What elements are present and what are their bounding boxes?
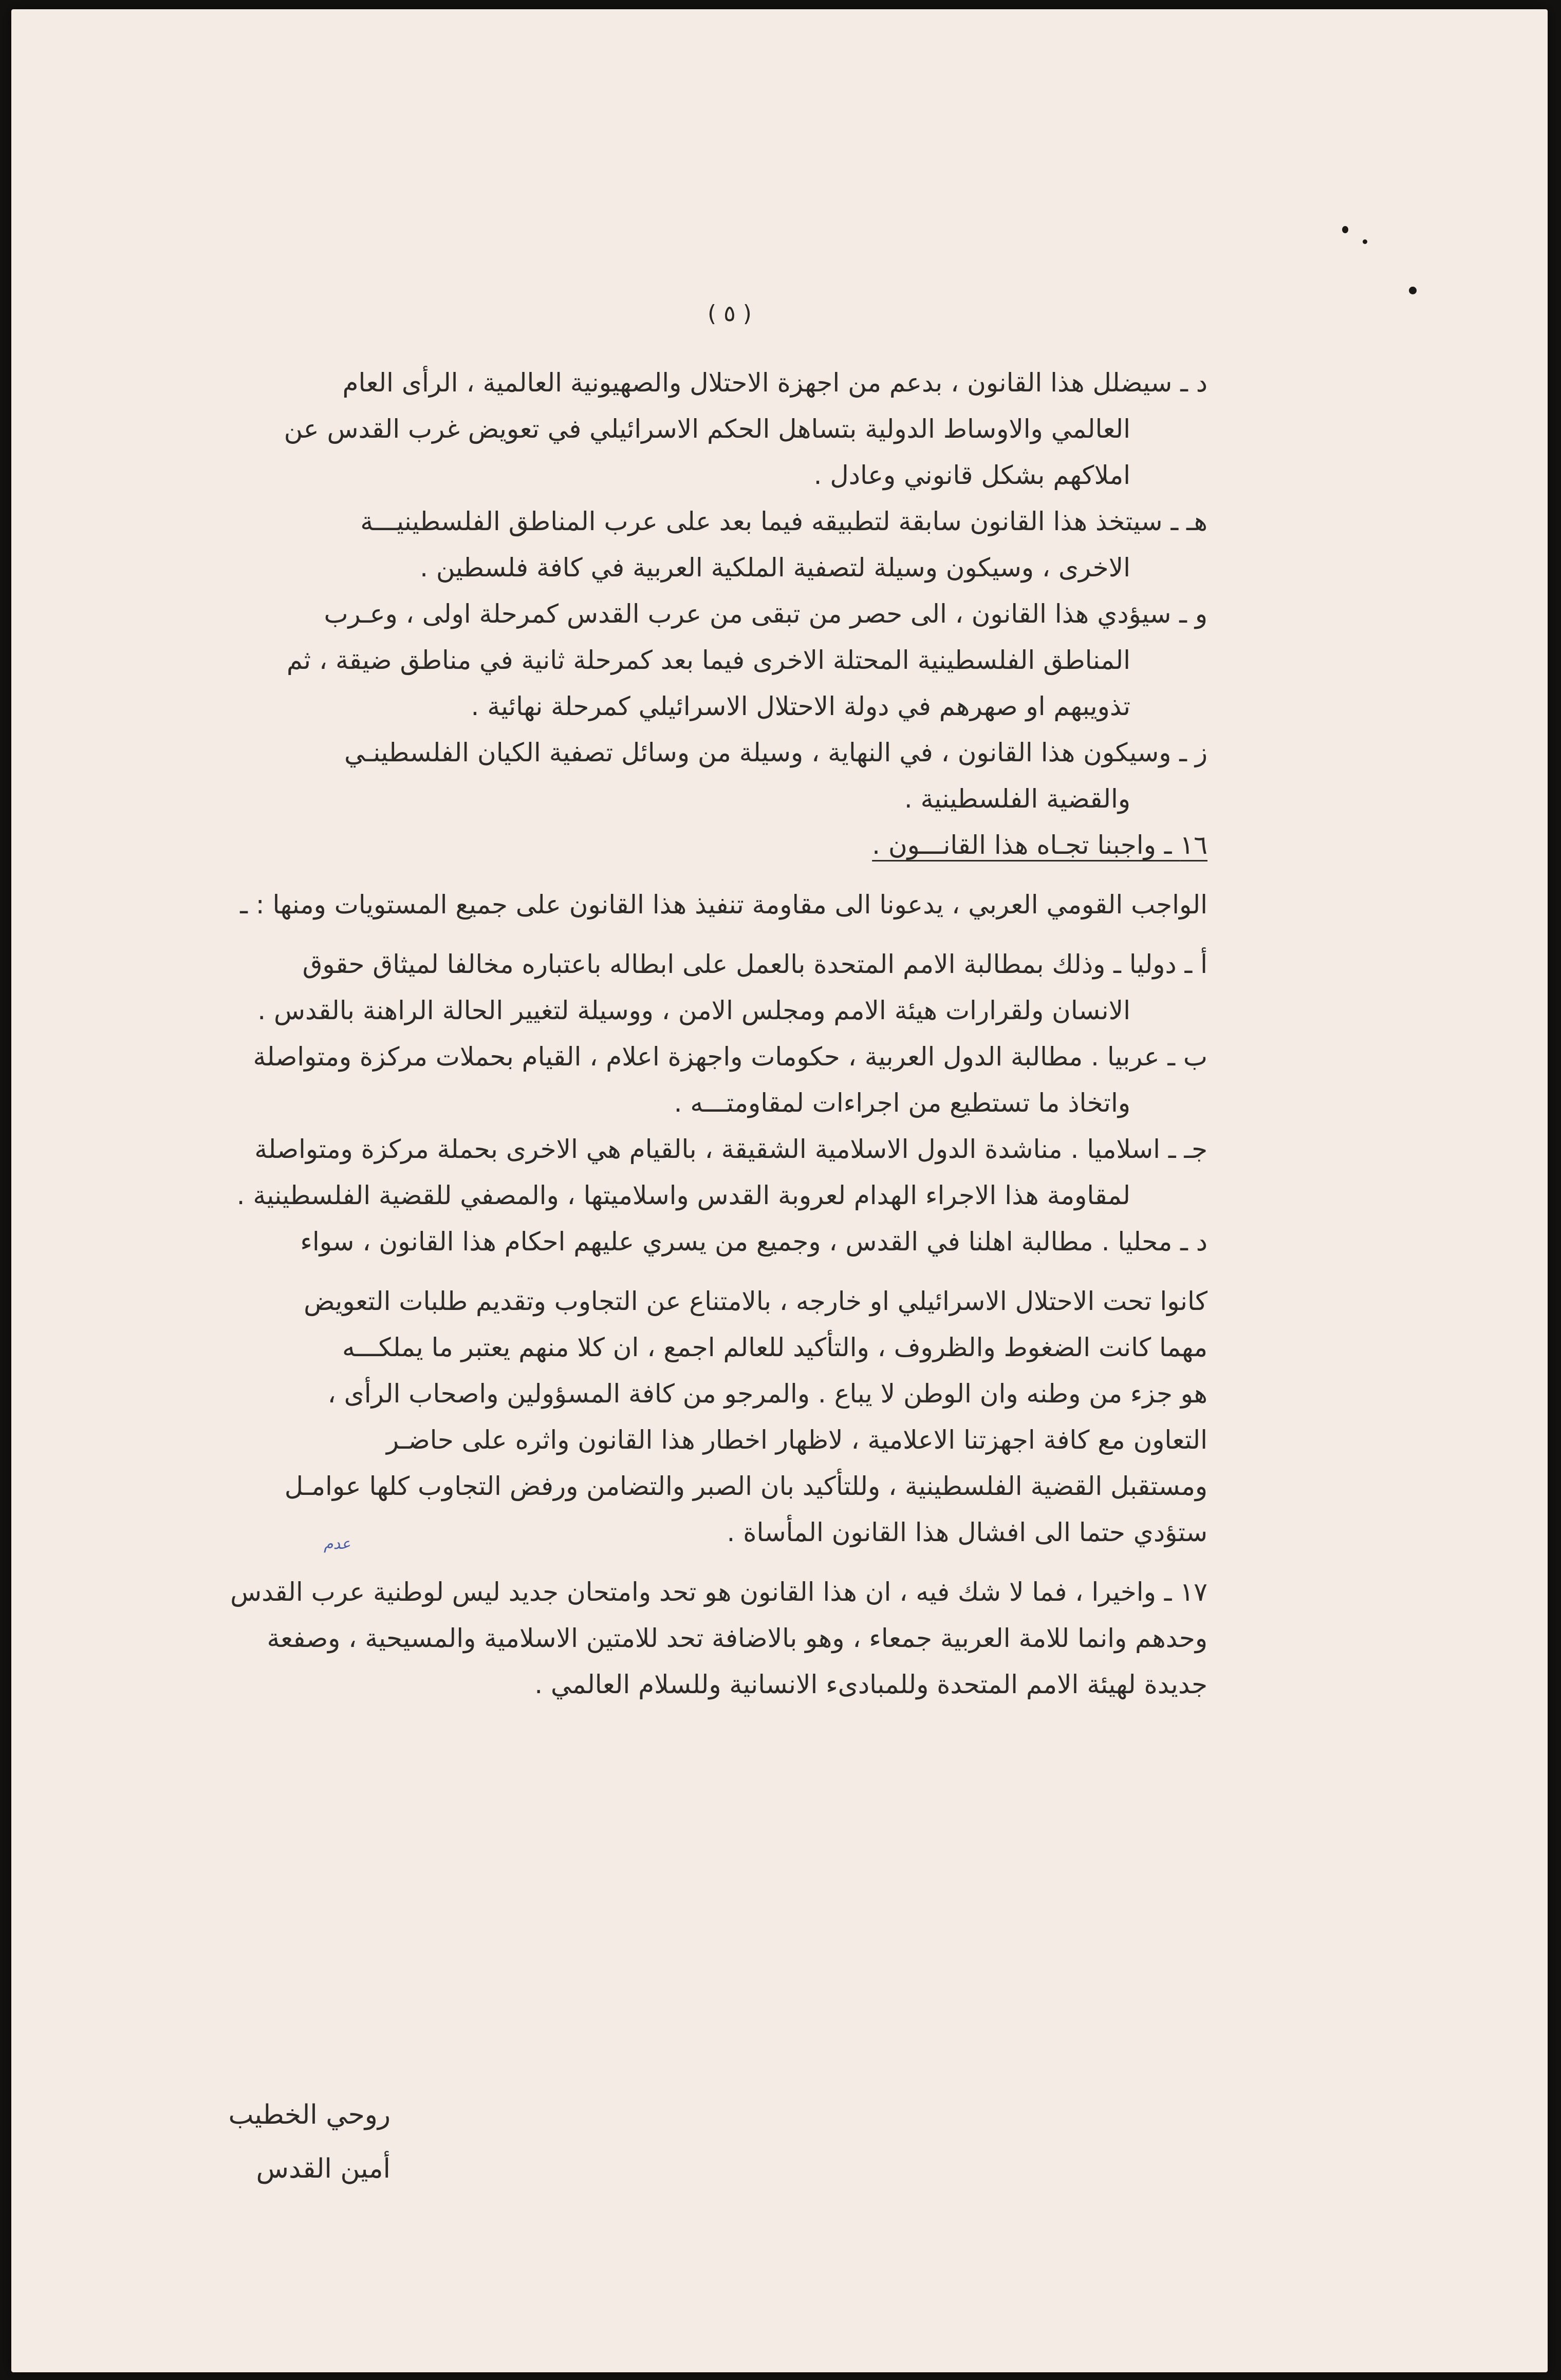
paragraph-line: و ـ سيؤدي هذا القانون ، الى حصر من تبقى من عرب القدس كمرحلة اولى ، وعـرب [324, 599, 1207, 629]
paragraph-line: ١٧ ـ واخيرا ، فما لا شك فيه ، ان هذا القانون هو تحد وامتحان جديد ليس لوطنية عرب القدس [230, 1577, 1207, 1607]
handwritten-annotation: عدم [324, 1535, 351, 1553]
signatory-name: روحي الخطيب [228, 2100, 391, 2130]
paragraph-line: د ـ سيضلل هذا القانون ، بدعم من اجهزة الاحتلال والصهيونية العالمية ، الرأى العام [342, 368, 1207, 398]
paragraph-line: مهما كانت الضغوط والظروف ، والتأكيد للعالم اجمع ، ان كلا منهم يعتبر ما يملكـــه [342, 1333, 1207, 1362]
paragraph-line: جديدة لهيئة الامم المتحدة وللمبادىء الانسانية وللسلام العالمي . [534, 1670, 1207, 1699]
paragraph-line: العالمي والاوساط الدولية بتساهل الحكم الاسرائيلي في تعويض غرب القدس عن [284, 414, 1130, 444]
paragraph-line: وحدهم وانما للامة العربية جمعاء ، وهو بالاضافة تحد للامتين الاسلامية والمسيحية ، وصفعة [267, 1623, 1207, 1653]
paragraph-line: ب ـ عربيا . مطالبة الدول العربية ، حكومات واجهزة اعلام ، القيام بحملات مركزة ومتواصلة [253, 1042, 1207, 1072]
paragraph-line: الواجب القومي العربي ، يدعونا الى مقاومة تنفيذ هذا القانون على جميع المستويات ومنها : ـ [240, 890, 1207, 920]
paragraph-line: ز ـ وسيكون هذا القانون ، في النهاية ، وسيلة من وسائل تصفية الكيان الفلسطينـي [344, 738, 1207, 767]
paragraph-line: واتخاذ ما تستطيع من اجراءات لمقاومتـــه . [674, 1088, 1130, 1118]
margin-mark [1363, 239, 1367, 244]
section-heading [62, 822, 1207, 868]
paragraph-line: التعاون مع كافة اجهزتنا الاعلامية ، لاظهار اخطار هذا القانون واثره على حاضـر [386, 1425, 1207, 1455]
paragraph-line: لمقاومة هذا الاجراء الهدام لعروبة القدس واسلاميتها ، والمصفي للقضية الفلسطينية . [236, 1180, 1130, 1210]
margin-mark [1342, 226, 1348, 233]
paragraph-line: ومستقبل القضية الفلسطينية ، وللتأكيد بان الصبر والتضامن ورفض التجاوب كلها عوامـل [284, 1471, 1207, 1501]
paragraph-line: والقضية الفلسطينية . [904, 784, 1130, 814]
signatory-title: أمين القدس [256, 2153, 391, 2184]
page-number: ( ٥ ) [708, 301, 752, 327]
paragraph-line: املاكهم بشكل قانوني وعادل . [813, 460, 1130, 490]
paragraph-line: تذويبهم او صهرهم في دولة الاحتلال الاسرائيلي كمرحلة نهائية . [471, 691, 1130, 721]
paragraph-line: هـ ـ سيتخذ هذا القانون سابقة لتطبيقه فيما بعد على عرب المناطق الفلسطينيـــة [360, 507, 1207, 536]
section-heading-text: ١٦ ـ واجبنا تجـاه هذا القانـــون . [872, 830, 1207, 860]
paragraph-line: الانسان ولقرارات هيئة الامم ومجلس الامن ، ووسيلة لتغيير الحالة الراهنة بالقدس . [257, 996, 1130, 1025]
margin-mark [1409, 287, 1417, 294]
paragraph-line: جـ ـ اسلاميا . مناشدة الدول الاسلامية الشقيقة ، بالقيام هي الاخرى بحملة مركزة ومتواصلة [254, 1134, 1207, 1164]
paragraph-line: المناطق الفلسطينية المحتلة الاخرى فيما بعد كمرحلة ثانية في مناطق ضيقة ، ثم [286, 645, 1130, 675]
paragraph-line: الاخرى ، وسيكون وسيلة لتصفية الملكية العربية في كافة فلسطين . [420, 553, 1130, 583]
signature-block [144, 2088, 391, 2196]
paragraph-line: د ـ محليا . مطالبة اهلنا في القدس ، وجميع من يسري عليهم احكام هذا القانون ، سواء [300, 1227, 1207, 1257]
paragraph-line: أ ـ دوليا ـ وذلك بمطالبة الامم المتحدة بالعمل على ابطاله باعتباره مخالفا لميثاق حقوق [302, 949, 1207, 979]
paragraph-line: ستؤدي حتما الى افشال هذا القانون المأساة . [727, 1517, 1207, 1547]
paragraph-line: كانوا تحت الاحتلال الاسرائيلي او خارجه ، بالامتناع عن التجاوب وتقديم طلبات التعويض [304, 1286, 1207, 1316]
paragraph-line: هو جزء من وطنه وان الوطن لا يباع . والمرجو من كافة المسؤولين واصحاب الرأى ، [327, 1379, 1207, 1409]
document-body [62, 360, 1207, 1708]
